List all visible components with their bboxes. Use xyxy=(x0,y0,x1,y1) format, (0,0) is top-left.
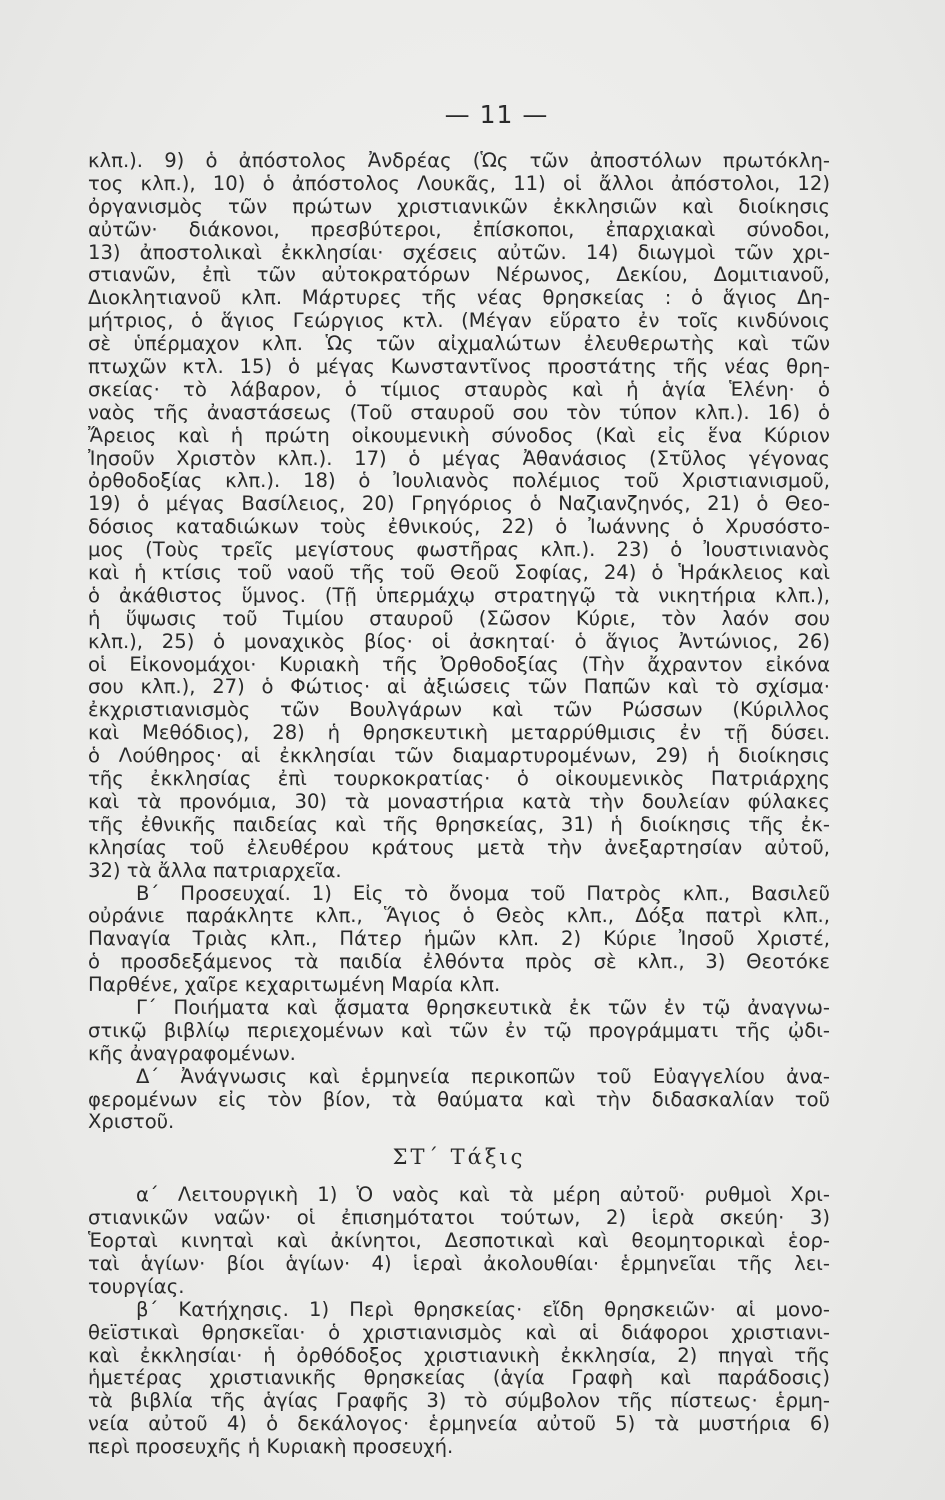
text-line: ὁ προσδεξάμενος τὰ παιδία ἐλθόντα πρὸς σὲ κλπ., 3) Θεοτόκε xyxy=(88,951,830,974)
text-line: ὁ ἀκάθιστος ὕμνος. (Τῇ ὑπερμάχῳ στρατηγῷ τὰ νικητήρια κλπ.), xyxy=(88,584,830,607)
paragraph-p2 xyxy=(88,883,830,997)
text-line: ναὸς τῆς ἀναστάσεως (Τοῦ σταυροῦ σου τὸν τύπον κλπ.). 16) ὁ xyxy=(88,401,830,424)
text-line: Χριστοῦ. xyxy=(88,1111,175,1134)
text-line: καὶ ἡ κτίσις τοῦ ναοῦ τῆς τοῦ Θεοῦ Σοφίας, 24) ὁ Ἡράκλειος καὶ xyxy=(88,562,830,585)
paragraph-p1 xyxy=(88,150,830,883)
text-line: ταὶ ἁγίων· βίοι ἁγίων· 4) ἱεραὶ ἀκολουθίαι· ἑρμηνεῖαι τῆς λει- xyxy=(88,1252,830,1275)
section-heading: ΣΤ΄ Τάξις xyxy=(392,1145,526,1170)
text-line: 32) τὰ ἄλλα πατριαρχεῖα. xyxy=(88,859,342,882)
text-line: β΄ Κατήχησις. 1) Περὶ θρησκείας· εἴδη θρησκειῶν· αἱ μονο- xyxy=(136,1298,830,1321)
text-line: Ἑορταὶ κινηταὶ καὶ ἀκίνητοι, Δεσποτικαὶ καὶ θεομητορικαὶ ἑορ- xyxy=(88,1230,830,1253)
text-line: τὰ βιβλία τῆς ἁγίας Γραφῆς 3) τὸ σύμβολον τῆς πίστεως· ἑρμη- xyxy=(88,1390,830,1413)
text-line: νεία αὐτοῦ 4) ὁ δεκάλογος· ἑρμηνεία αὐτοῦ 5) τὰ μυστήρια 6) xyxy=(88,1413,830,1436)
text-line: Παναγία Τριὰς κλπ., Πάτερ ἡμῶν κλπ. 2) Κύριε Ἰησοῦ Χριστέ, xyxy=(88,928,830,951)
text-line: φερομένων εἰς τὸν βίον, τὰ θαύματα καὶ τὴν διδασκαλίαν τοῦ xyxy=(88,1088,830,1111)
text-line: ὁ Λούθηρος· αἱ ἐκκλησίαι τῶν διαμαρτυρομένων, 29) ἡ διοίκησις xyxy=(88,745,830,768)
text-line: ὀρθοδοξίας κλπ.). 18) ὁ Ἰουλιανὸς πολέμιος τοῦ Χριστιανισμοῦ, xyxy=(88,470,830,493)
text-line: θεϊστικαὶ θρησκεῖαι· ὁ χριστιανισμὸς καὶ αἱ διάφοροι χριστιανι- xyxy=(88,1321,830,1344)
text-line: 19) ὁ μέγας Βασίλειος, 20) Γρηγόριος ὁ Ναζιανζηνός, 21) ὁ Θεο- xyxy=(88,493,830,516)
text-line: ἡ ὕψωσις τοῦ Τιμίου σταυροῦ (Σῶσον Κύριε, τὸν λαόν σου xyxy=(88,607,830,630)
text-line: δόσιος καταδιώκων τοὺς ἐθνικούς, 22) ὁ Ἰωάννης ὁ Χρυσόστο- xyxy=(88,516,830,539)
paragraph-p3 xyxy=(88,997,830,1066)
text-line: κλπ.). 9) ὁ ἀπόστολος Ἀνδρέας (Ὡς τῶν ἀποστόλων πρωτόκλη- xyxy=(88,150,830,172)
body-text xyxy=(88,150,830,1459)
text-line: Διοκλητιανοῦ κλπ. Μάρτυρες τῆς νέας θρησκείας : ὁ ἅγιος Δη- xyxy=(88,287,830,310)
text-line: κλπ.), 25) ὁ μοναχικὸς βίος· οἱ ἀσκηταί· ὁ ἅγιος Ἀντώνιος, 26) xyxy=(88,630,830,653)
paragraph-p5 xyxy=(88,1184,830,1298)
text-line: Β΄ Προσευχαί. 1) Εἰς τὸ ὄνομα τοῦ Πατρὸς κλπ., Βασιλεῦ xyxy=(136,882,830,905)
text-line: σου κλπ.), 27) ὁ Φώτιος· αἱ ἀξιώσεις τῶν Παπῶν καὶ τὸ σχίσμα· xyxy=(88,676,830,699)
text-line: στιανικῶν ναῶν· οἱ ἐπισημότατοι τούτων, 2) ἱερὰ σκεύη· 3) xyxy=(88,1207,830,1230)
text-line: α΄ Λειτουργικὴ 1) Ὁ ναὸς καὶ τὰ μέρη αὐτοῦ· ρυθμοὶ Χρι- xyxy=(136,1184,830,1207)
text-line: κῆς ἀναγραφομένων. xyxy=(88,1042,296,1065)
text-line: σκείας· τὸ λάβαρον, ὁ τίμιος σταυρὸς καὶ ἡ ἁγία Ἑλένη· ὁ xyxy=(88,378,830,401)
text-line: Γ΄ Ποιήματα καὶ ᾄσματα θρησκευτικὰ ἐκ τῶν ἐν τῷ ἀναγνω- xyxy=(136,996,830,1019)
text-line: αὐτῶν· διάκονοι, πρεσβύτεροι, ἐπίσκοποι, ἐπαρχιακαὶ σύνοδοι, xyxy=(88,218,830,241)
text-line: τουργίας. xyxy=(88,1275,185,1298)
text-line: τῆς ἐκκλησίας ἐπὶ τουρκοκρατίας· ὁ οἰκουμενικὸς Πατριάρχης xyxy=(88,768,830,791)
page-number: — 11 — xyxy=(444,100,549,129)
text-line: Δ΄ Ἀνάγνωσις καὶ ἑρμηνεία περικοπῶν τοῦ Εὐαγγελίου ἀνα- xyxy=(136,1065,830,1088)
text-line: μος (Τοὺς τρεῖς μεγίστους φωστῆρας κλπ.). 23) ὁ Ἰουστινιανὸς xyxy=(88,539,830,562)
text-line: 13) ἀποστολικαὶ ἐκκλησίαι· σχέσεις αὐτῶν. 14) διωγμοὶ τῶν χρι- xyxy=(88,241,830,264)
text-line: περὶ προσευχῆς ἡ Κυριακὴ προσευχή. xyxy=(88,1436,454,1459)
text-line: τῆς ἐθνικῆς παιδείας καὶ τῆς θρησκείας, 31) ἡ διοίκησις τῆς ἐκ- xyxy=(88,813,830,836)
text-line: καὶ ἐκκλησίαι· ἡ ὀρθόδοξος χριστιανικὴ ἐκκλησία, 2) πηγαὶ τῆς xyxy=(88,1344,830,1367)
text-line: ἡμετέρας χριστιανικῆς θρησκείας (ἁγία Γραφὴ καὶ παράδοσις) xyxy=(88,1367,830,1390)
text-line: πτωχῶν κτλ. 15) ὁ μέγας Κωνσταντῖνος προστάτης τῆς νέας θρη- xyxy=(88,356,830,379)
text-line: Ἰησοῦν Χριστὸν κλπ.). 17) ὁ μέγας Ἀθανάσιος (Στῦλος γέγονας xyxy=(88,447,830,470)
text-line: οἱ Εἰκονομάχοι· Κυριακὴ τῆς Ὀρθοδοξίας (Τὴν ἄχραντον εἰκόνα xyxy=(88,653,830,676)
text-line: στικῷ βιβλίῳ περιεχομένων καὶ τῶν ἐν τῷ προγράμματι τῆς ᾠδι- xyxy=(88,1019,830,1042)
text-line: καὶ τὰ προνόμια, 30) τὰ μοναστήρια κατὰ τὴν δουλείαν φύλακες xyxy=(88,790,830,813)
text-line: μήτριος, ὁ ἅγιος Γεώργιος κτλ. (Μέγαν εὕρατο ἐν τοῖς κινδύνοις xyxy=(88,310,830,333)
text-line: Ἄρειος καὶ ἡ πρώτη οἰκουμενικὴ σύνοδος (Καὶ εἰς ἕνα Κύριον xyxy=(88,424,830,447)
paragraph-p4 xyxy=(88,1066,830,1135)
text-line: κλησίας τοῦ ἐλευθέρου κράτους μετὰ τὴν ἀνεξαρτησίαν αὐτοῦ, xyxy=(88,836,830,859)
text-line: οὐράνιε παράκλητε κλπ., Ἅγιος ὁ Θεὸς κλπ., Δόξα πατρὶ κλπ., xyxy=(88,905,830,928)
text-line: ὀργανισμὸς τῶν πρώτων χριστιανικῶν ἐκκλησιῶν καὶ διοίκησις xyxy=(88,195,830,218)
text-line: καὶ Μεθόδιος), 28) ἡ θρησκευτικὴ μεταρρύθμισις ἐν τῇ δύσει. xyxy=(88,722,830,745)
text-line: Παρθένε, χαῖρε κεχαριτωμένη Μαρία κλπ. xyxy=(88,974,501,997)
paragraph-p6 xyxy=(88,1299,830,1459)
text-line: ἐκχριστιανισμὸς τῶν Βουλγάρων καὶ τῶν Ρώσσων (Κύριλλος xyxy=(88,699,830,722)
text-line: τος κλπ.), 10) ὁ ἀπόστολος Λουκᾶς, 11) οἱ ἄλλοι ἀπόστολοι, 12) xyxy=(88,172,830,195)
text-line: στιανῶν, ἐπὶ τῶν αὐτοκρατόρων Νέρωνος, Δεκίου, Δομιτιανοῦ, xyxy=(88,264,830,287)
text-line: σὲ ὑπέρμαχον κλπ. Ὡς τῶν αἰχμαλώτων ἐλευθερωτὴς καὶ τῶν xyxy=(88,333,830,356)
